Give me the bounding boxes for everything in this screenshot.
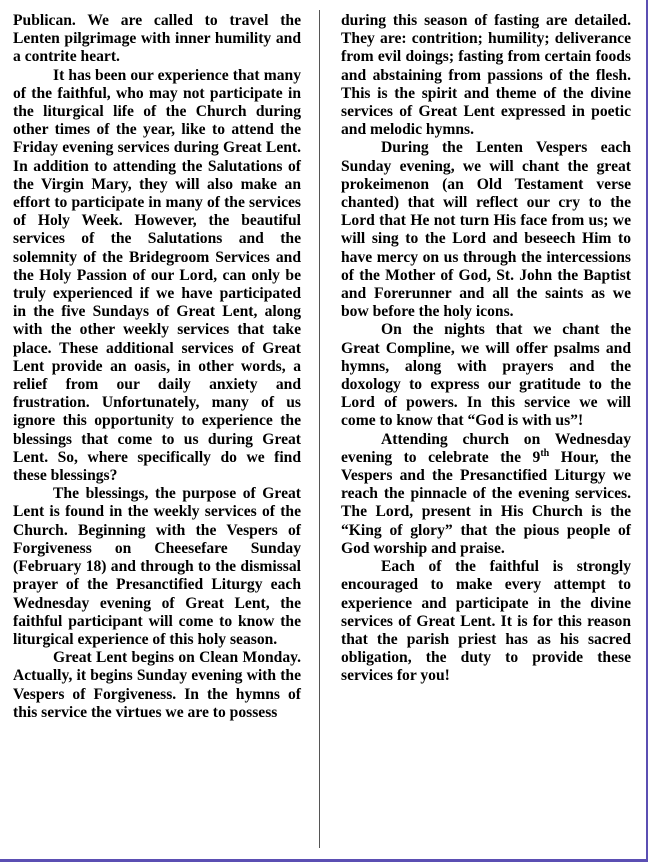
paragraph-wednesday-evening	[341, 431, 631, 558]
paragraph-blessings: The blessings, the purpose of Great Lent is found in the weekly services of the Church. Beginning with the Vespers of Forgiveness on Cheesefare Sunday (February 18) and through to the dismissal prayer of the Presanctified Liturgy each Wednesday evening of Great Lent, the faithful participant will come to know the liturgical experience of this holy season.	[13, 485, 301, 648]
right-column	[341, 12, 631, 686]
paragraph-great-compline: On the nights that we chant the Great Compline, we will offer psalms and hymns, along with prayers and the doxology to express our gratitude to the Lord of powers. In this service we will come to know that “God is with us”!	[341, 321, 631, 430]
left-column	[13, 12, 301, 722]
wednesday-text-end: Hour, the Vespers and the Presanctified Liturgy we reach the pinnacle of the evening services. The Lord, present in His Church is the “King of glory” that the pious people of God worship and praise.	[341, 448, 631, 557]
wednesday-text-start: Attending church on Wednesday evening to celebrate the 9	[341, 430, 631, 466]
paragraph-virtues: during this season of fasting are detailed. They are: contrition; humility; deliverance from evil doings; fasting from certain foods and abstaining from passions of the flesh. This is the spirit and theme of the divine services of Great Lent expressed in poetic and melodic hymns.	[341, 12, 631, 139]
ordinal-suffix: th	[540, 447, 550, 459]
paragraph-lenten-vespers: During the Lenten Vespers each Sunday evening, we will chant the great prokeimenon (an Old Testament verse chanted) that will reflect our cry to the Lord that He not turn His face from us; we will sing to the Lord and beseech Him to have mercy on us through the intercessions of the Mother of God, St. John the Baptist and Forerunner and all the saints as we bow before the holy icons.	[341, 139, 631, 321]
paragraph-encouragement: Each of the faithful is strongly encouraged to make every attempt to experience and participate in the divine services of Great Lent. It is for this reason that the parish priest has as his sacred obligation, the duty to provide these services for you!	[341, 558, 631, 685]
column-divider	[319, 10, 320, 848]
paragraph-experience: It has been our experience that many of the faithful, who may not participate in the liturgical life of the Church during other times of the year, like to attend the Friday evening services during Great Lent. In addition to attending the Salutations of the Virgin Mary, they will also make an effort to participate in many of the services of Holy Week. However, the beautiful services of the Salutations and the solemnity of the Bridegroom Services and the Holy Passion of our Lord, can only be truly experienced if we have participated in the five Sundays of Great Lent, along with the other weekly services that take place. These additional services of Great Lent provide an oasis, in other words, a relief from our daily anxiety and frustration. Unfortunately, many of us ignore this opportunity to experience the blessings that come to us during Great Lent. So, where specifically do we find these blessings?	[13, 66, 301, 485]
paragraph-clean-monday: Great Lent begins on Clean Monday. Actually, it begins Sunday evening with the Vespers of Forgiveness. In the hymns of this service the virtues we are to possess	[13, 649, 301, 721]
paragraph-publican: Publican. We are called to travel the Lenten pilgrimage with inner humility and a contrite heart.	[13, 12, 301, 66]
